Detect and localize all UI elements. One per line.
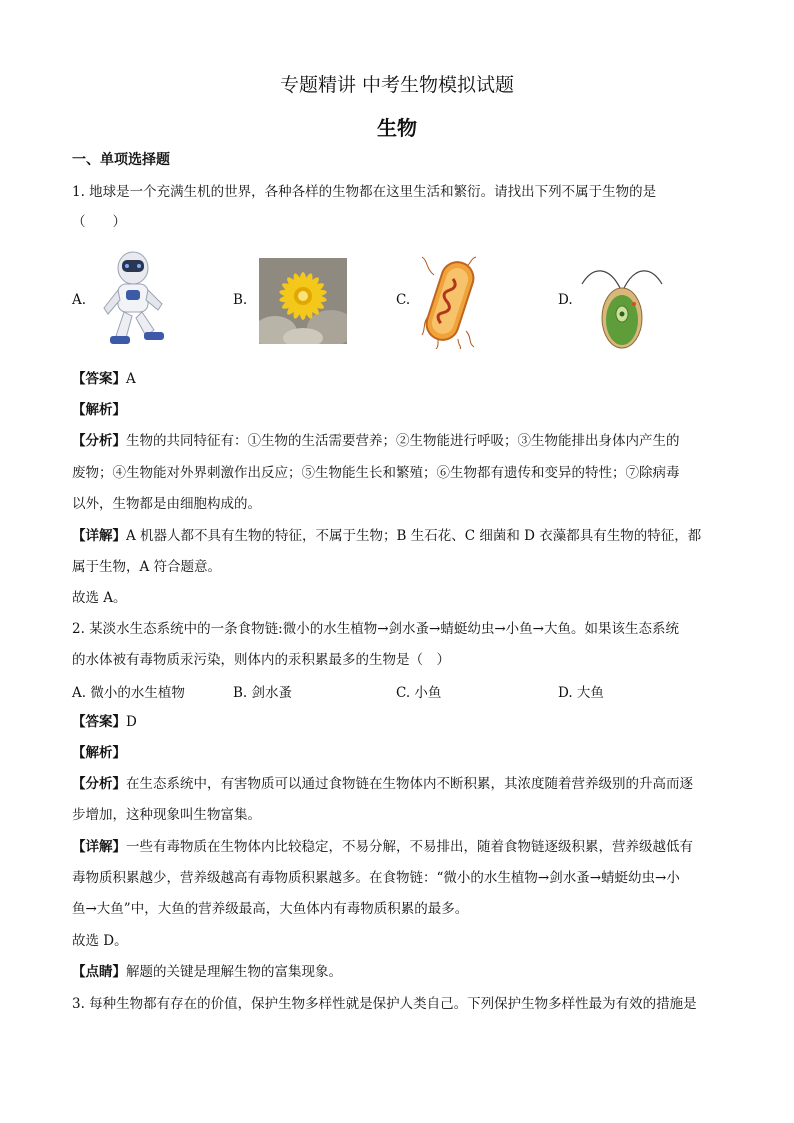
q2-stem-line-1: 2. 某淡水生态系统中的一条食物链:微小的水生植物→剑水蚤→蜻蜓幼虫→小鱼→大鱼。如果该生态系统	[72, 621, 679, 637]
q2-option-d: D. 大鱼	[558, 685, 604, 701]
q1-conclusion: 故选 A。	[72, 590, 127, 606]
q2-option-b: B. 剑水蚤	[233, 685, 293, 701]
chlamydomonas-image	[580, 258, 664, 352]
q1-fenxi-line-3: 以外，生物都是由细胞构成的。	[72, 496, 261, 512]
q2-option-a: A. 微小的水生植物	[72, 685, 185, 701]
q2-option-c: C. 小鱼	[396, 685, 442, 701]
q1-fenxi-line-2: 废物；④生物能对外界刺激作出反应；⑤生物能生长和繁殖；⑥生物都有遗传和变异的特性；⑦除病毒	[72, 465, 680, 481]
q2-analysis-heading: 【解析】	[72, 745, 126, 761]
q2-conclusion: 故选 D。	[72, 933, 128, 949]
q2-dianjing: 【点睛】解题的关键是理解生物的富集现象。	[72, 964, 342, 980]
q1-xiangjie-line-1: 【详解】A 机器人都不具有生物的特征，不属于生物；B 生石花、C 细菌和 D 衣藻都具有生物的特征，都	[72, 528, 702, 544]
q2-xiangjie-line-3: 鱼→大鱼”中，大鱼的营养级最高，大鱼体内有毒物质积累的最多。	[72, 901, 469, 917]
q3-stem-line-1: 3. 每种生物都有存在的价值，保护生物多样性就是保护人类自己。下列保护生物多样性最为有效的措施是	[72, 996, 697, 1012]
q1-analysis-heading: 【解析】	[72, 402, 126, 418]
q1-option-b-label: B.	[233, 292, 248, 308]
q2-stem-line-2: 的水体被有毒物质汞污染，则体内的汞积累最多的生物是（ ）	[72, 652, 450, 668]
q2-fenxi-line-2: 步增加，这种现象叫生物富集。	[72, 807, 261, 823]
section-heading: 一、单项选择题	[72, 152, 170, 168]
page-title: 生物	[377, 116, 417, 140]
q1-option-d-label: D.	[558, 292, 573, 308]
q2-answer: 【答案】D	[72, 714, 137, 730]
q1-stem-line-1: 1. 地球是一个充满生机的世界，各种各样的生物都在这里生活和繁衍。请找出下列不属于生物的是	[72, 184, 657, 200]
q1-option-c-label: C.	[396, 292, 411, 308]
robot-image	[96, 246, 170, 350]
q2-xiangjie-line-1: 【详解】一些有毒物质在生物体内比较稳定，不易分解，不易排出，随着食物链逐级积累，营养级越低有	[72, 839, 693, 855]
q2-fenxi-line-1: 【分析】在生态系统中，有害物质可以通过食物链在生物体内不断积累，其浓度随着营养级别的升高而逐	[72, 776, 693, 792]
q2-xiangjie-line-2: 毒物质积累越少，营养级越高有毒物质积累越多。在食物链：“微小的水生植物→剑水蚤→蜻蜓幼虫→小	[72, 870, 680, 886]
q1-fenxi-line-1: 【分析】生物的共同特征有：①生物的生活需要营养；②生物能进行呼吸；③生物能排出身体内产生的	[72, 433, 680, 449]
bacterium-image	[420, 255, 480, 349]
flower-image	[259, 258, 347, 344]
q1-option-a-label: A.	[72, 292, 87, 308]
q1-xiangjie-line-2: 属于生物，A 符合题意。	[72, 559, 222, 575]
q1-stem-line-2: （ ）	[72, 214, 126, 230]
q1-answer: 【答案】A	[72, 371, 136, 387]
document-header: 专题精讲 中考生物模拟试题	[279, 74, 515, 96]
